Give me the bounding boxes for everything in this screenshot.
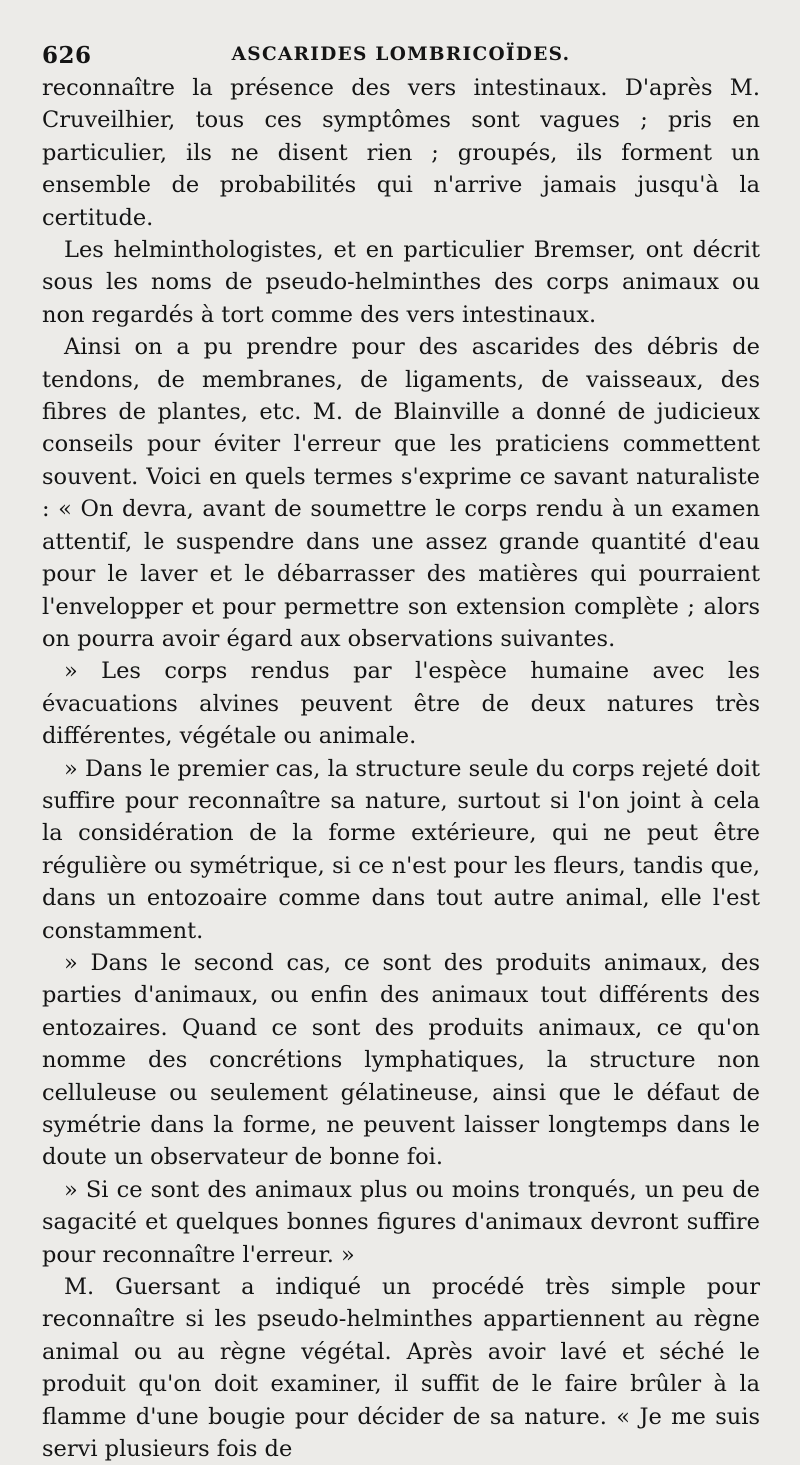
- running-title: ASCARIDES LOMBRICOÏDES.: [231, 44, 571, 65]
- paragraph-4: » Les corps rendus par l'espèce humaine avec les évacuations alvines peuvent être de deux natures très différentes, végétale ou animale.: [42, 658, 760, 750]
- paragraph-2: Les helminthologistes, et en particulier Bremser, ont décrit sous les noms de pseudo-helminthes des corps animaux ou non regardés à tort comme des vers intestinaux.: [42, 237, 760, 328]
- paragraph-1: reconnaître la présence des vers intestinaux. D'après M. Cruveilhier, tous ces symptômes sont vagues ; pris en particulier, ils ne disent rien ; groupés, ils forment un ensemble de probabilités qui n'arrive jamais jusqu'à la certitude.: [42, 75, 760, 231]
- page-header: [42, 34, 760, 68]
- paragraph-3: Ainsi on a pu prendre pour des ascarides des débris de tendons, de membranes, de ligaments, de vaisseaux, des fibres de plantes, etc. M. de Blainville a donné de judicieux conseils pour éviter l'erreur que les praticiens commettent souvent. Voici en quels termes s'exprime ce savant naturaliste : « On devra, avant de soumettre le corps rendu à un examen attentif, le suspendre dans une assez grande quantité d'eau pour le laver et le débarrasser des matières qui pourraient l'envelopper et pour permettre son extension complète ; alors on pourra avoir égard aux observations suivantes.: [42, 334, 760, 652]
- paragraph-7: » Si ce sont des animaux plus ou moins tronqués, un peu de sagacité et quelques bonnes figures d'animaux devront suffire pour reconnaître l'erreur. »: [42, 1176, 760, 1268]
- paragraph-5: » Dans le premier cas, la structure seule du corps rejeté doit suffire pour reconnaître sa nature, surtout si l'on joint à cela la considération de la forme extérieure, qui ne peut être régulière ou symétrique, si ce n'est pour les fleurs, tandis que, dans un entozoaire comme dans tout autre animal, elle l'est constamment.: [42, 755, 760, 944]
- paragraph-8: M. Guersant a indiqué un procédé très simple pour reconnaître si les pseudo-helminthes appartiennent au règne animal ou au règne végétal. Après avoir lavé et séché le produit qu'on doit examiner, il suffit de le faire brûler à la flamme d'une bougie pour décider de sa nature. « Je me suis servi plusieurs fois de: [42, 1274, 760, 1463]
- paragraph-6: » Dans le second cas, ce sont des produits animaux, des parties d'animaux, ou enfin des animaux tout différents des entozaires. Quand ce sont des produits animaux, ce qu'on nomme des concrétions lymphatiques, la structure non celluleuse ou seulement gélatineuse, ainsi que le défaut de symétrie dans la forme, ne peuvent laisser longtemps dans le doute un observateur de bonne foi.: [42, 949, 760, 1171]
- body-text: [42, 72, 760, 1465]
- page-number: 626: [42, 42, 92, 69]
